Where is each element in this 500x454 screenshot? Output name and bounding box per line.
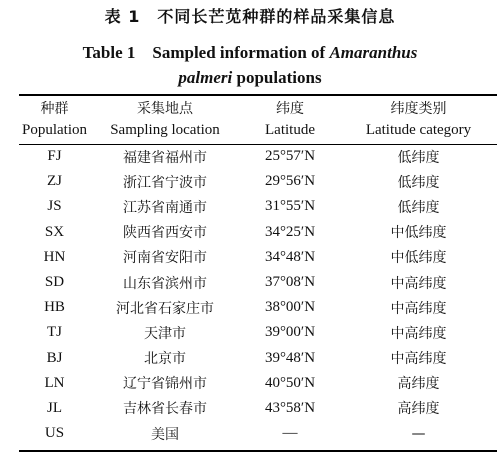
cell-latitude: 37°08′N: [264, 274, 316, 291]
species-epithet: palmeri: [178, 68, 233, 87]
cell-latitude: 29°56′N: [264, 173, 316, 190]
cell-category: 中低纬度: [390, 250, 447, 267]
cell-location: 陕西省西安市: [123, 225, 207, 242]
cell-category: 中高纬度: [390, 325, 447, 342]
cell-category: 低纬度: [397, 199, 440, 216]
cell-latitude: 40°50′N: [264, 374, 316, 391]
cell-location: 江苏省南通市: [123, 199, 207, 216]
header-row: [19, 96, 497, 144]
cell-location: 辽宁省锦州市: [123, 376, 207, 393]
cell-population: US: [44, 425, 65, 442]
cell-latitude: 34°48′N: [264, 248, 316, 265]
cell-latitude: 38°00′N: [264, 299, 316, 316]
header-location: 采集地点 Sampling location: [110, 101, 220, 138]
cell-location: 河北省石家庄市: [116, 300, 214, 317]
cell-latitude: 39°00′N: [264, 324, 316, 341]
table-row: [19, 421, 497, 446]
species-genus: Amaranthus: [329, 43, 418, 62]
table-body: [19, 144, 497, 446]
cell-category: 中高纬度: [390, 351, 447, 368]
cell-location: 福建省福州市: [123, 149, 207, 166]
title-en-prefix: Table 1 Sampled information of: [82, 43, 330, 62]
cell-latitude: 31°55′N: [264, 198, 316, 215]
table-bottom-rule: [19, 450, 497, 452]
cell-latitude: —: [282, 425, 298, 442]
cell-category: 低纬度: [397, 149, 440, 166]
cell-location: 天津市: [144, 325, 186, 342]
table-row: [19, 295, 497, 320]
cell-location: 美国: [151, 426, 179, 443]
cell-latitude: 25°57′N: [264, 148, 316, 165]
cell-category: 高纬度: [397, 376, 440, 393]
sampling-table: [19, 96, 497, 446]
cell-population: JL: [47, 399, 62, 416]
cell-latitude: 43°58′N: [264, 399, 316, 416]
cell-population: SD: [44, 274, 65, 291]
cell-location: 浙江省宁波市: [123, 174, 207, 191]
cell-location: 山东省滨州市: [123, 275, 207, 292]
cell-category: 中低纬度: [390, 225, 447, 242]
cell-location: 北京市: [144, 351, 186, 368]
table-row: [19, 396, 497, 421]
table-row: [19, 320, 497, 345]
table-title-english-line2: [0, 68, 500, 88]
cell-category: 中高纬度: [390, 275, 447, 292]
table-row: [19, 144, 497, 169]
cell-category: —: [411, 425, 426, 442]
cell-population: LN: [44, 374, 65, 391]
table-row: [19, 169, 497, 194]
table-row: [19, 220, 497, 245]
cell-location: 吉林省长春市: [123, 401, 207, 418]
cell-category: 低纬度: [397, 174, 440, 191]
cell-location: 河南省安阳市: [123, 250, 207, 267]
table-row: [19, 346, 497, 371]
title-en-suffix: populations: [232, 68, 322, 87]
table-row: [19, 371, 497, 396]
cell-population: HN: [43, 248, 66, 265]
table-row: [19, 245, 497, 270]
cell-population: FJ: [47, 148, 62, 165]
cell-population: SX: [44, 223, 65, 240]
header-latitude: 纬度 Latitude: [265, 101, 315, 138]
cell-population: BJ: [46, 349, 63, 366]
table-title-english: [0, 38, 500, 63]
table-row: [19, 270, 497, 295]
cell-latitude: 39°48′N: [264, 349, 316, 366]
header-population: 种群 Population: [21, 101, 87, 138]
table-title-chinese: 表 1 不同长芒苋种群的样品采集信息: [104, 7, 396, 26]
cell-latitude: 34°25′N: [264, 223, 316, 240]
cell-category: 高纬度: [397, 401, 440, 418]
header-latitude-category: 纬度类别 Latitude category: [365, 101, 472, 138]
cell-population: ZJ: [47, 173, 62, 190]
table-row: [19, 194, 497, 219]
cell-population: HB: [44, 299, 65, 316]
cell-population: JS: [47, 198, 62, 215]
cell-population: TJ: [47, 324, 62, 341]
cell-category: 中高纬度: [390, 300, 447, 317]
